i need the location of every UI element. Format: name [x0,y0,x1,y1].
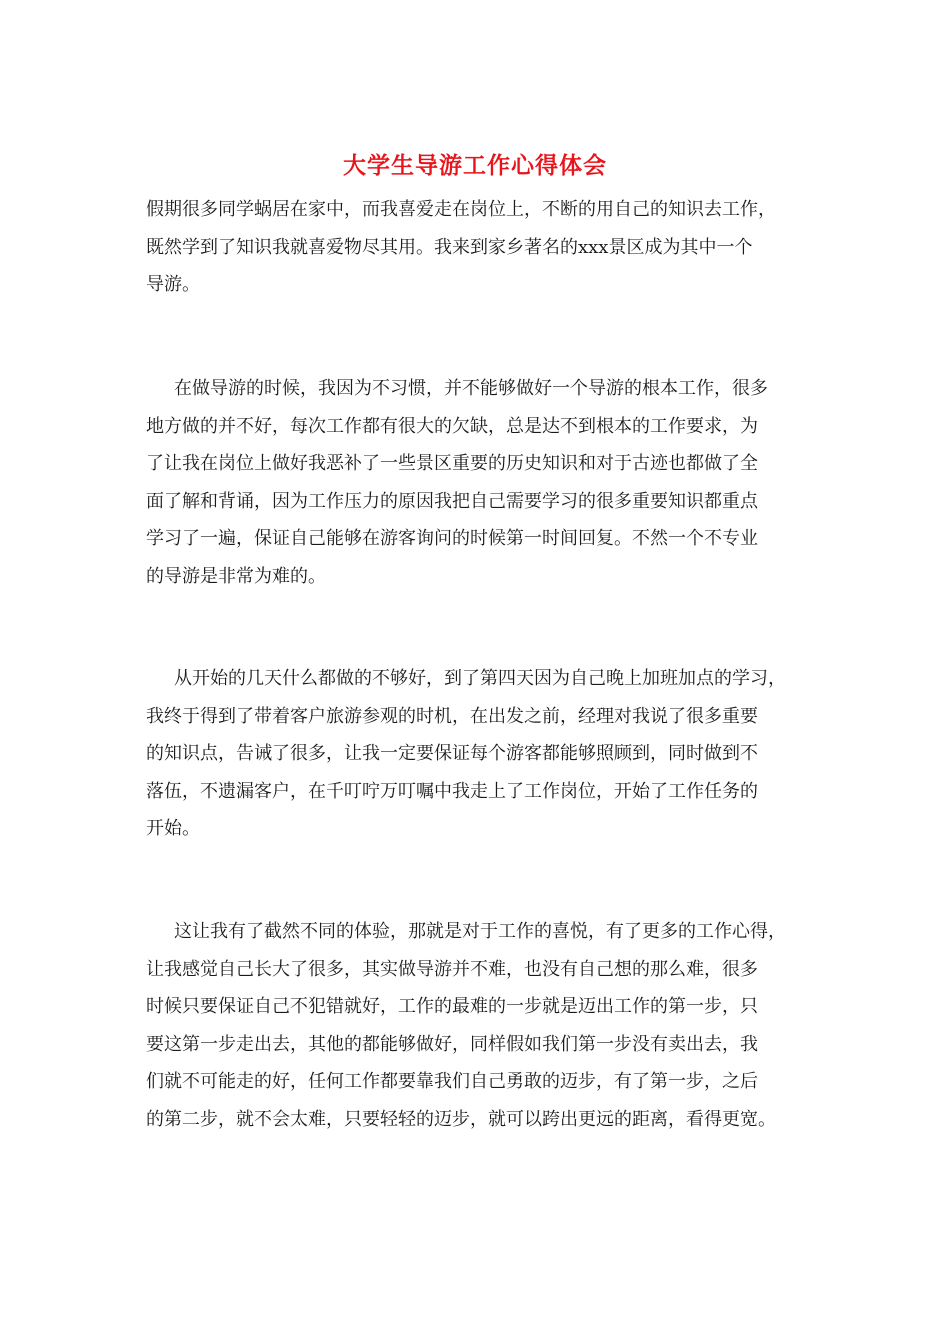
paragraph-line: 面了解和背诵，因为工作压力的原因我把自己需要学习的很多重要知识都重点 [146,490,758,512]
paragraph-line: 的第二步，就不会太难，只要轻轻的迈步，就可以跨出更远的距离，看得更宽。 [146,1108,776,1130]
paragraph-line: 要这第一步走出去，其他的都能够做好，同样假如我们第一步没有卖出去，我 [146,1033,758,1055]
paragraph-line: 落伍，不遗漏客户，在千叮咛万叮嘱中我走上了工作岗位，开始了工作任务的 [146,780,758,802]
paragraph-3 [146,660,816,848]
paragraph-line: 这让我有了截然不同的体验，那就是对于工作的喜悦，有了更多的工作心得， [174,921,786,942]
paragraph-line: 让我感觉自己长大了很多，其实做导游并不难，也没有自己想的那么难，很多 [146,958,758,980]
paragraph-line: 们就不可能走的好，任何工作都要靠我们自己勇敢的迈步，有了第一步，之后 [146,1071,758,1092]
paragraph-line: 的导游是非常为难的。 [146,565,326,587]
paragraph-line: 我终于得到了带着客户旅游参观的时机，在出发之前，经理对我说了很多重要 [146,705,758,727]
paragraph-line: 从开始的几天什么都做的不够好，到了第四天因为自己晚上加班加点的学习， [174,668,786,689]
paragraph-4 [146,913,816,1138]
paragraph-line: 地方做的并不好，每次工作都有很大的欠缺，总是达不到根本的工作要求，为 [146,415,758,437]
paragraph-line: 时候只要保证自己不犯错就好，工作的最难的一步就是迈出工作的第一步，只 [146,996,758,1017]
paragraph-line: 在做导游的时候，我因为不习惯，并不能够做好一个导游的根本工作，很多 [174,378,768,399]
paragraph-line: 假期很多同学蜗居在家中，而我喜爱走在岗位上，不断的用自己的知识去工作， [146,199,776,220]
paragraph-line: 开始。 [146,818,200,839]
paragraph-line: 的知识点，告诫了很多，让我一定要保证每个游客都能够照顾到，同时做到不 [146,743,758,764]
paragraph-line: 学习了一遍，保证自己能够在游客询问的时候第一时间回复。不然一个不专业 [146,528,758,549]
paragraph-line: 了让我在岗位上做好我恶补了一些景区重要的历史知识和对于古迹也都做了全 [146,453,758,474]
paragraph-1 [146,191,816,304]
document-title: 大学生导游工作心得体会 [343,152,607,179]
paragraph-line: 既然学到了知识我就喜爱物尽其用。我来到家乡著名的xxx景区成为其中一个 [146,236,753,258]
paragraph-2 [146,370,816,595]
paragraph-line: 导游。 [146,274,200,295]
